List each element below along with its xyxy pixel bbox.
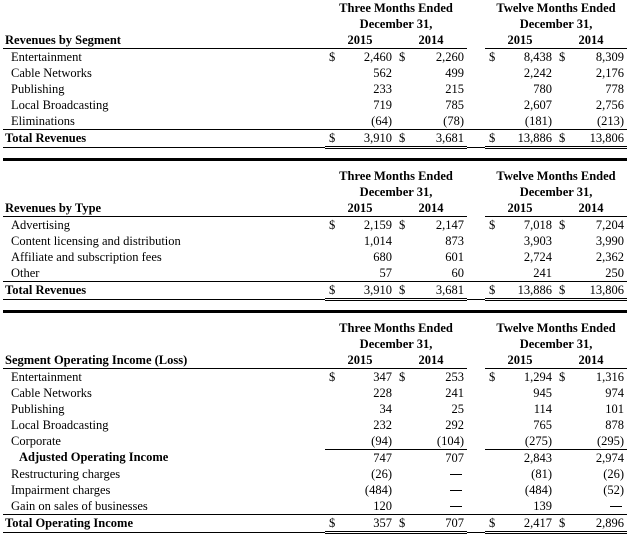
three-months-header: Three Months Ended bbox=[339, 168, 453, 183]
currency-symbol: $ bbox=[555, 130, 575, 148]
section-divider bbox=[3, 158, 627, 161]
value-q2015: 2,159 bbox=[363, 217, 392, 232]
value-y2014: (26) bbox=[603, 466, 625, 481]
row-label: Advertising bbox=[11, 217, 71, 232]
total-q2014: 3,681 bbox=[415, 282, 467, 300]
currency-symbol: $ bbox=[399, 369, 406, 384]
value-y2015: 2,724 bbox=[523, 249, 552, 264]
row-label: Local Broadcasting bbox=[11, 97, 109, 112]
value-y2014: 101 bbox=[605, 401, 625, 416]
period-header: December 31, bbox=[359, 336, 433, 351]
table-row bbox=[3, 49, 627, 66]
value-q2015: 347 bbox=[373, 369, 392, 384]
currency-symbol: $ bbox=[329, 369, 336, 384]
period-header: December 31, bbox=[519, 16, 593, 31]
value-q2015: 232 bbox=[373, 417, 392, 432]
table-row bbox=[3, 482, 627, 498]
value-y2015: 241 bbox=[501, 265, 555, 282]
table-row bbox=[3, 433, 627, 450]
row-label: Restructuring charges bbox=[11, 466, 121, 481]
value-q2015: 120 bbox=[341, 498, 395, 515]
total-row bbox=[3, 130, 627, 148]
value-y2014: 3,990 bbox=[595, 233, 625, 248]
table-row bbox=[3, 233, 627, 249]
row-label: Content licensing and distribution bbox=[11, 233, 181, 248]
value-q2015: 34 bbox=[379, 401, 392, 416]
year-header: 2015 bbox=[325, 32, 395, 49]
year-header: 2015 bbox=[485, 352, 555, 369]
value-y2014: 250 bbox=[575, 265, 627, 282]
section-divider bbox=[3, 310, 627, 313]
value-y2015: 2,607 bbox=[523, 97, 552, 112]
value-y2015: 780 bbox=[533, 81, 552, 96]
twelve-months-header: Twelve Months Ended bbox=[496, 0, 616, 15]
total-q2015: 3,910 bbox=[341, 130, 395, 148]
value-y2014: 878 bbox=[605, 417, 625, 432]
value-q2014: 601 bbox=[445, 249, 464, 264]
value-y2015: 1,294 bbox=[523, 369, 552, 384]
value-y2015: 765 bbox=[533, 417, 552, 432]
table-row bbox=[3, 65, 627, 81]
total-label: Total Revenues bbox=[3, 130, 325, 148]
section-title: Revenues by Type bbox=[3, 200, 325, 217]
total-y2015: 2,417 bbox=[501, 515, 555, 533]
table-row bbox=[3, 249, 627, 265]
value-y2014: 2,362 bbox=[595, 249, 625, 264]
row-label: Cable Networks bbox=[11, 65, 92, 80]
value-q2014: 873 bbox=[445, 233, 464, 248]
total-y2015: 13,886 bbox=[501, 282, 555, 300]
value-y2014: 974 bbox=[605, 385, 625, 400]
currency-symbol: $ bbox=[329, 49, 336, 64]
value-y2015: 3,903 bbox=[523, 233, 552, 248]
year-header: 2015 bbox=[485, 32, 555, 49]
year-header: 2015 bbox=[325, 352, 395, 369]
value-q2014: 707 bbox=[445, 450, 464, 465]
value-q2015: 2,460 bbox=[363, 49, 392, 64]
currency-symbol: $ bbox=[395, 282, 415, 300]
row-label: Impairment charges bbox=[11, 482, 111, 497]
value-y2015: 7,018 bbox=[523, 217, 552, 232]
currency-symbol: $ bbox=[395, 130, 415, 148]
value-q2014: (78) bbox=[415, 113, 467, 130]
value-q2014: 215 bbox=[445, 81, 464, 96]
value-q2014: (104) bbox=[415, 433, 467, 450]
row-label: Entertainment bbox=[11, 49, 82, 64]
currency-symbol: $ bbox=[325, 130, 341, 148]
year-header: 2014 bbox=[395, 200, 467, 217]
period-header: December 31, bbox=[519, 184, 593, 199]
value-q2015: 233 bbox=[373, 81, 392, 96]
currency-symbol: $ bbox=[485, 282, 501, 300]
year-header: 2014 bbox=[555, 352, 627, 369]
total-q2014: 3,681 bbox=[415, 130, 467, 148]
value-q2015: 680 bbox=[373, 249, 392, 264]
row-label: Corporate bbox=[11, 433, 61, 448]
value-y2015: (181) bbox=[501, 113, 555, 130]
value-y2014: (213) bbox=[575, 113, 627, 130]
currency-symbol: $ bbox=[489, 49, 496, 64]
currency-symbol: $ bbox=[325, 515, 341, 533]
total-row bbox=[3, 282, 627, 300]
value-q2014: 2,260 bbox=[435, 49, 464, 64]
table-row bbox=[3, 265, 627, 282]
row-label: Affiliate and subscription fees bbox=[11, 249, 162, 264]
table-row bbox=[3, 97, 627, 113]
value-q2015: 747 bbox=[373, 450, 392, 465]
period-header: December 31, bbox=[519, 336, 593, 351]
value-y2015: 2,242 bbox=[523, 65, 552, 80]
table-row bbox=[3, 369, 627, 386]
year-header: 2014 bbox=[395, 352, 467, 369]
twelve-months-header: Twelve Months Ended bbox=[496, 168, 616, 183]
row-label: Other bbox=[11, 265, 40, 280]
value-y2014: 7,204 bbox=[595, 217, 625, 232]
year-header: 2014 bbox=[395, 32, 467, 49]
year-header: 2015 bbox=[485, 200, 555, 217]
currency-symbol: $ bbox=[329, 217, 336, 232]
table-row bbox=[3, 217, 627, 234]
value-q2014: 499 bbox=[445, 65, 464, 80]
value-y2014: 2,176 bbox=[595, 65, 625, 80]
total-q2015: 357 bbox=[341, 515, 395, 533]
currency-symbol: $ bbox=[559, 369, 566, 384]
table-row bbox=[3, 81, 627, 97]
segment-operating-income-table bbox=[3, 320, 627, 534]
dash-value bbox=[415, 498, 467, 515]
row-label: Cable Networks bbox=[11, 385, 92, 400]
value-y2014: 2,756 bbox=[595, 97, 625, 112]
currency-symbol: $ bbox=[395, 515, 415, 533]
revenues-by-type-table bbox=[3, 168, 627, 301]
table-row bbox=[3, 417, 627, 433]
dash-value bbox=[415, 466, 467, 482]
revenues-by-segment-table bbox=[3, 0, 627, 149]
value-q2015: (94) bbox=[341, 433, 395, 450]
value-q2014: 253 bbox=[445, 369, 464, 384]
value-y2015: 2,843 bbox=[523, 450, 552, 465]
currency-symbol: $ bbox=[485, 130, 501, 148]
value-q2015: 57 bbox=[341, 265, 395, 282]
section-title: Segment Operating Income (Loss) bbox=[3, 352, 325, 369]
total-y2014: 2,896 bbox=[575, 515, 627, 533]
value-q2014: 241 bbox=[445, 385, 464, 400]
value-y2014: 2,974 bbox=[595, 450, 625, 465]
year-header: 2014 bbox=[555, 200, 627, 217]
currency-symbol: $ bbox=[489, 217, 496, 232]
currency-symbol: $ bbox=[489, 369, 496, 384]
section-title: Revenues by Segment bbox=[3, 32, 325, 49]
value-y2015: (81) bbox=[531, 466, 552, 481]
currency-symbol: $ bbox=[325, 282, 341, 300]
total-label: Total Operating Income bbox=[3, 515, 325, 533]
value-q2015: 562 bbox=[373, 65, 392, 80]
total-row bbox=[3, 515, 627, 533]
table-row bbox=[3, 466, 627, 482]
value-y2014: 778 bbox=[605, 81, 625, 96]
row-label: Publishing bbox=[11, 81, 65, 96]
period-header: December 31, bbox=[359, 184, 433, 199]
twelve-months-header: Twelve Months Ended bbox=[496, 320, 616, 335]
total-label: Total Revenues bbox=[3, 282, 325, 300]
value-q2015: (484) bbox=[364, 482, 392, 497]
value-y2014: 1,316 bbox=[595, 369, 625, 384]
value-y2015: (484) bbox=[524, 482, 552, 497]
value-y2014: (52) bbox=[603, 482, 625, 497]
currency-symbol: $ bbox=[559, 49, 566, 64]
table-row bbox=[3, 385, 627, 401]
period-header: December 31, bbox=[359, 16, 433, 31]
total-q2014: 707 bbox=[415, 515, 467, 533]
three-months-header: Three Months Ended bbox=[339, 0, 453, 15]
dash-value bbox=[415, 482, 467, 498]
table-row bbox=[3, 401, 627, 417]
table-row bbox=[3, 450, 627, 467]
value-q2014: 25 bbox=[451, 401, 464, 416]
value-q2015: (64) bbox=[341, 113, 395, 130]
total-y2014: 13,806 bbox=[575, 130, 627, 148]
total-y2015: 13,886 bbox=[501, 130, 555, 148]
value-y2015: 8,438 bbox=[523, 49, 552, 64]
year-header: 2015 bbox=[325, 200, 395, 217]
value-y2015: 114 bbox=[533, 401, 552, 416]
currency-symbol: $ bbox=[555, 282, 575, 300]
row-label: Eliminations bbox=[11, 113, 75, 128]
row-label: Publishing bbox=[11, 401, 65, 416]
value-q2014: 785 bbox=[445, 97, 464, 112]
row-label: Local Broadcasting bbox=[11, 417, 109, 432]
currency-symbol: $ bbox=[559, 217, 566, 232]
row-label: Entertainment bbox=[11, 369, 82, 384]
value-y2015: (275) bbox=[501, 433, 555, 450]
row-label: Adjusted Operating Income bbox=[19, 450, 169, 465]
table-row bbox=[3, 113, 627, 130]
value-y2014: 8,309 bbox=[595, 49, 625, 64]
three-months-header: Three Months Ended bbox=[339, 320, 453, 335]
value-q2014: 292 bbox=[445, 417, 464, 432]
year-header: 2014 bbox=[555, 32, 627, 49]
value-q2015: 228 bbox=[373, 385, 392, 400]
value-q2014: 60 bbox=[415, 265, 467, 282]
value-q2015: 719 bbox=[373, 97, 392, 112]
row-label: Gain on sales of businesses bbox=[11, 498, 148, 513]
value-y2015: 945 bbox=[533, 385, 552, 400]
currency-symbol: $ bbox=[485, 515, 501, 533]
value-y2014: (295) bbox=[575, 433, 627, 450]
value-q2015: (26) bbox=[371, 466, 392, 481]
value-q2014: 2,147 bbox=[435, 217, 464, 232]
currency-symbol: $ bbox=[399, 217, 406, 232]
total-q2015: 3,910 bbox=[341, 282, 395, 300]
value-y2015: 139 bbox=[501, 498, 555, 515]
dash-value bbox=[575, 498, 627, 515]
value-q2015: 1,014 bbox=[363, 233, 392, 248]
total-y2014: 13,806 bbox=[575, 282, 627, 300]
currency-symbol: $ bbox=[399, 49, 406, 64]
table-row bbox=[3, 498, 627, 515]
currency-symbol: $ bbox=[555, 515, 575, 533]
